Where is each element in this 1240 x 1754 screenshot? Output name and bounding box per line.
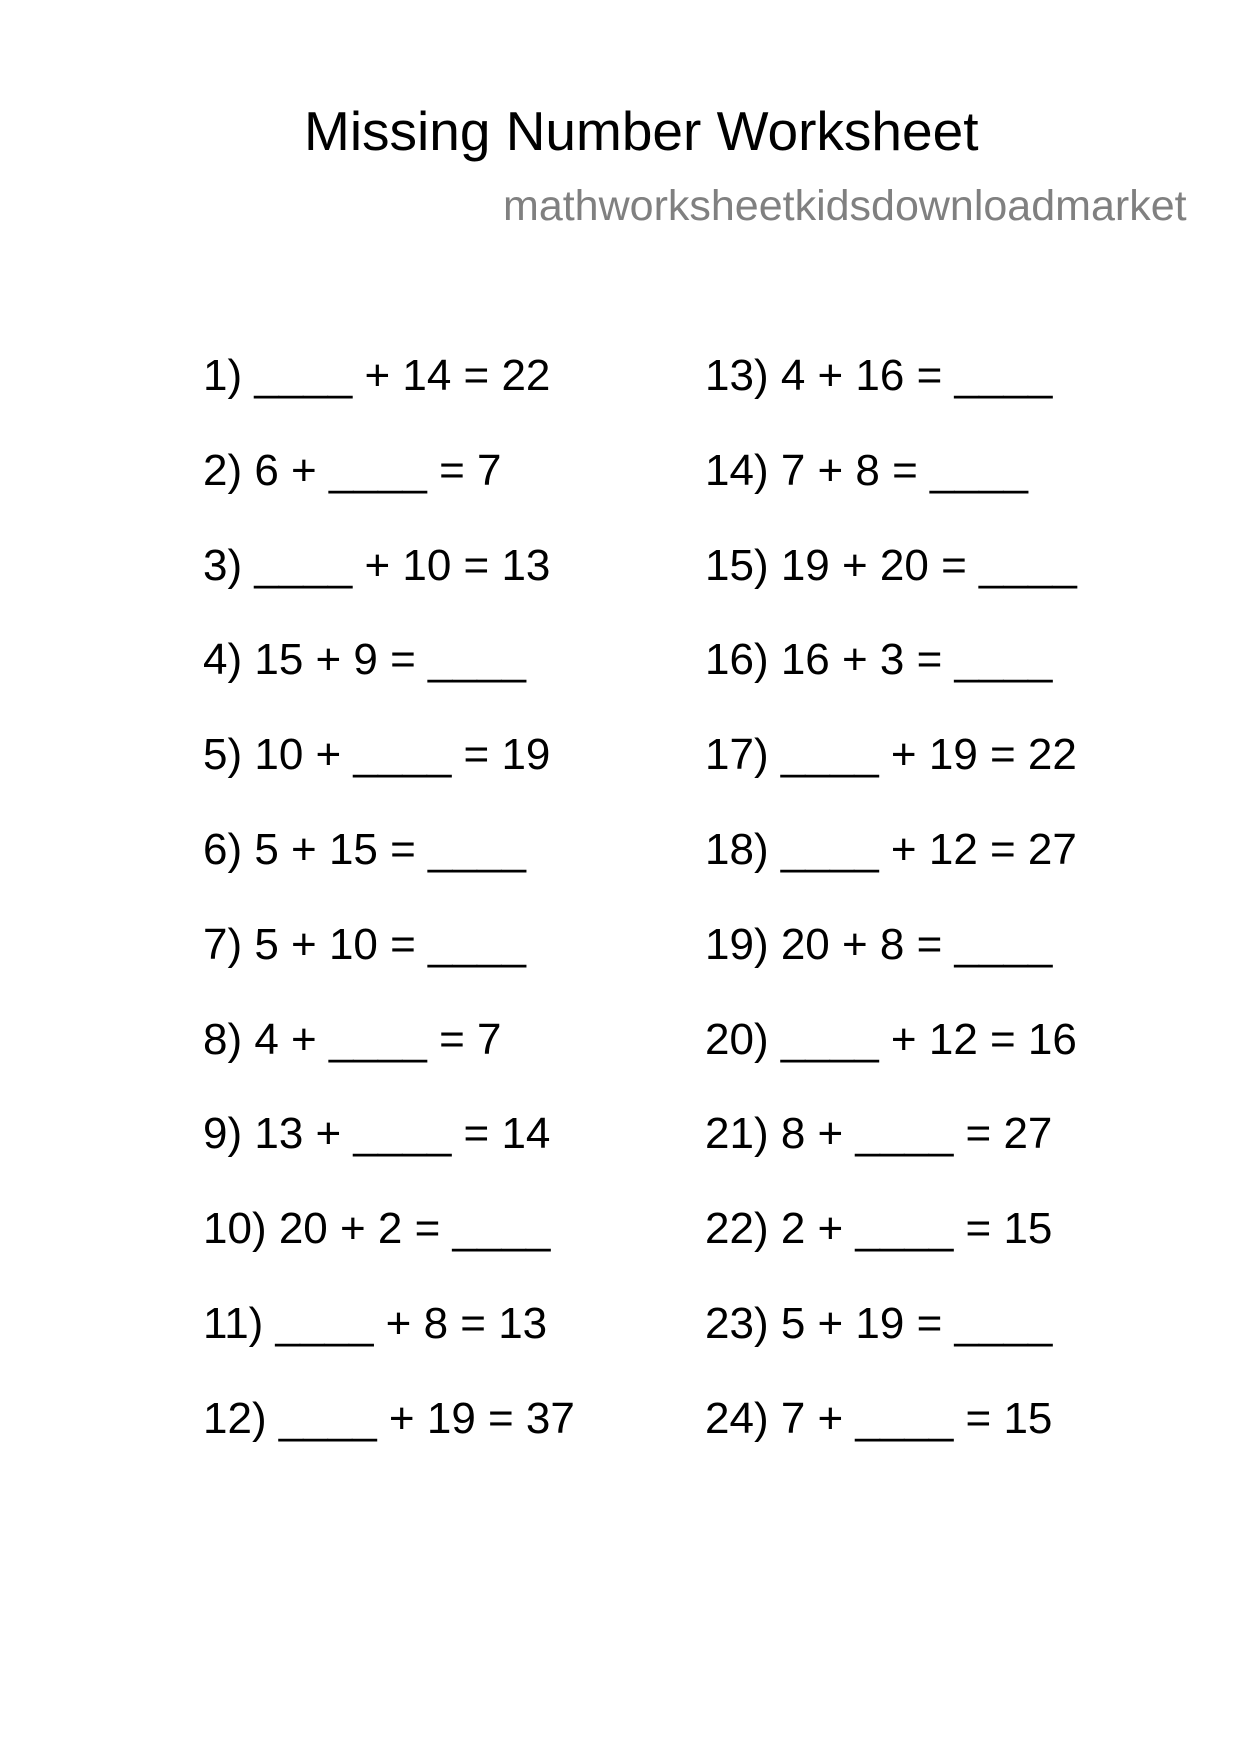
- problem-item-2: 2) 6 + ____ = 7: [203, 445, 502, 495]
- problem-item-4: 4) 15 + 9 = ____: [203, 635, 526, 685]
- problem-item-1: 1) ____ + 14 = 22: [203, 351, 551, 400]
- problem-item-7: 7) 5 + 10 = ____: [203, 919, 526, 969]
- problem-item-21: 21) 8 + ____ = 27: [705, 1109, 1053, 1159]
- problem-item-3: 3) ____ + 10 = 13: [203, 540, 551, 590]
- problem-column-right: [705, 351, 1077, 1489]
- problem-item-20: 20) ____ + 12 = 16: [705, 1014, 1077, 1064]
- page-title: Missing Number Worksheet: [304, 100, 979, 162]
- problem-item-19: 19) 20 + 8 = ____: [705, 919, 1053, 969]
- problem-item-22: 22) 2 + ____ = 15: [705, 1204, 1053, 1254]
- problem-item-14: 14) 7 + 8 = ____: [705, 445, 1028, 495]
- problem-item-11: 11) ____ + 8 = 13: [203, 1298, 548, 1348]
- problem-item-16: 16) 16 + 3 = ____: [705, 635, 1053, 685]
- problem-item-17: 17) ____ + 19 = 22: [705, 730, 1077, 780]
- problem-item-5: 5) 10 + ____ = 19: [203, 730, 551, 780]
- problem-item-18: 18) ____ + 12 = 27: [705, 824, 1077, 874]
- problem-item-9: 9) 13 + ____ = 14: [203, 1109, 551, 1159]
- source-watermark: mathworksheetkidsdownloadmarket: [503, 182, 1187, 230]
- problem-item-23: 23) 5 + 19 = ____: [705, 1298, 1053, 1348]
- problem-item-12: 12) ____ + 19 = 37: [203, 1393, 575, 1443]
- problem-item-8: 8) 4 + ____ = 7: [203, 1014, 502, 1064]
- problem-item-15: 15) 19 + 20 = ____: [705, 540, 1077, 590]
- problem-item-13: 13) 4 + 16 = ____: [705, 351, 1053, 400]
- problem-item-24: 24) 7 + ____ = 15: [705, 1393, 1053, 1443]
- problem-column-left: [203, 351, 575, 1489]
- problem-item-6: 6) 5 + 15 = ____: [203, 824, 526, 874]
- problem-item-10: 10) 20 + 2 = ____: [203, 1204, 551, 1254]
